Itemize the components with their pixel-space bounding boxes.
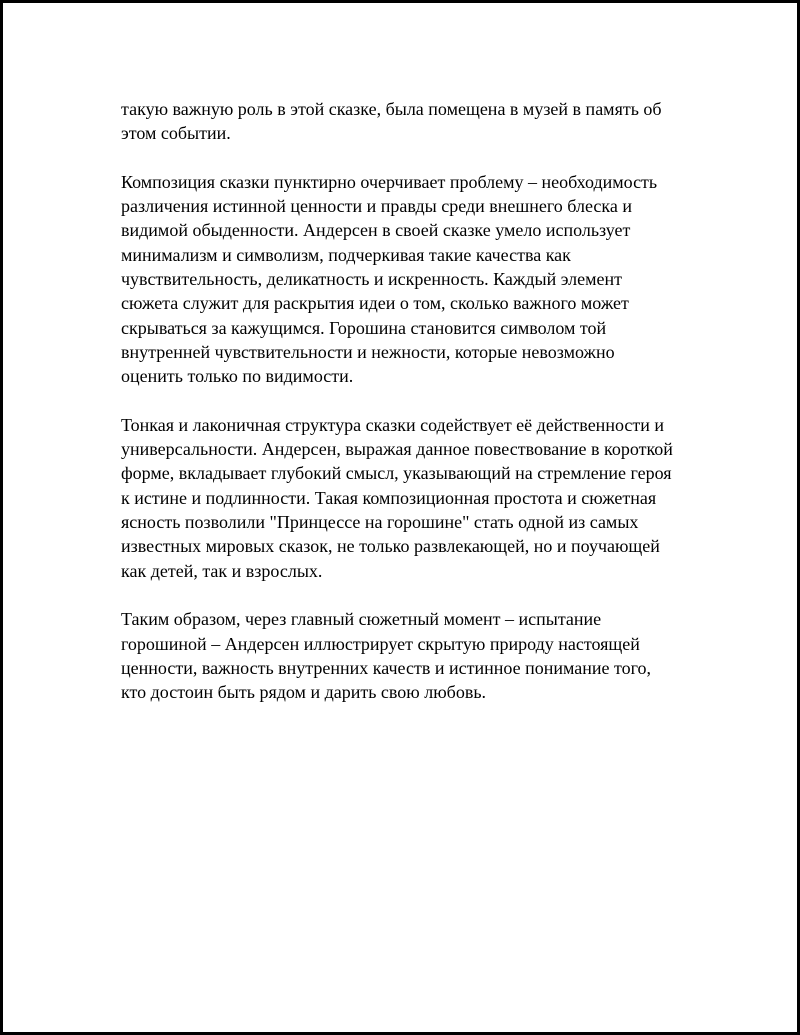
paragraph-3 [121,413,701,583]
paragraph-1 [121,97,701,146]
document-body [121,97,701,704]
text-line: чувствительность, деликатность и искренность. Каждый элемент [121,269,622,290]
text-line: ценности, важность внутренних качеств и истинное понимание того, [121,657,652,678]
text-line: к истине и подлинности. Такая композиционная простота и сюжетная [121,487,657,508]
text-line: универсальности. Андерсен, выражая данное повествование в короткой [121,439,673,460]
paragraph-4 [121,607,701,704]
text-line: Композиция сказки пунктирно очерчивает проблему – необходимость [121,171,658,192]
text-line: ясность позволили "Принцессе на горошине" стать одной из самых [121,512,639,533]
text-line: скрываться за кажущимся. Горошина становится символом той [121,317,607,338]
text-line: сюжета служит для раскрытия идеи о том, сколько важного может [121,293,629,314]
text-line: известных мировых сказок, не только развлекающей, но и поучающей [121,536,660,557]
text-line: как детей, так и взрослых. [121,560,323,581]
text-line: Таким образом, через главный сюжетный момент – испытание [121,609,602,630]
text-line: видимой обыденности. Андерсен в своей сказке умело использует [121,220,631,241]
text-line: внутренней чувствительности и нежности, которые невозможно [121,341,615,362]
text-line: форме, вкладывает глубокий смысл, указывающий на стремление героя [121,463,672,484]
text-line: Тонкая и лаконичная структура сказки содействует её действенности и [121,414,665,435]
text-line: оценить только по видимости. [121,366,354,387]
text-line: этом событии. [121,123,231,144]
text-line: кто достоин быть рядом и дарить свою любовь. [121,682,487,703]
text-line: горошиной – Андерсен иллюстрирует скрытую природу настоящей [121,633,640,654]
text-line: минимализм и символизм, подчеркивая такие качества как [121,244,571,265]
text-line: такую важную роль в этой сказке, была помещена в музей в память об [121,99,662,119]
paragraph-2 [121,170,701,389]
text-line: различения истинной ценности и правды среди внешнего блеска и [121,196,632,217]
